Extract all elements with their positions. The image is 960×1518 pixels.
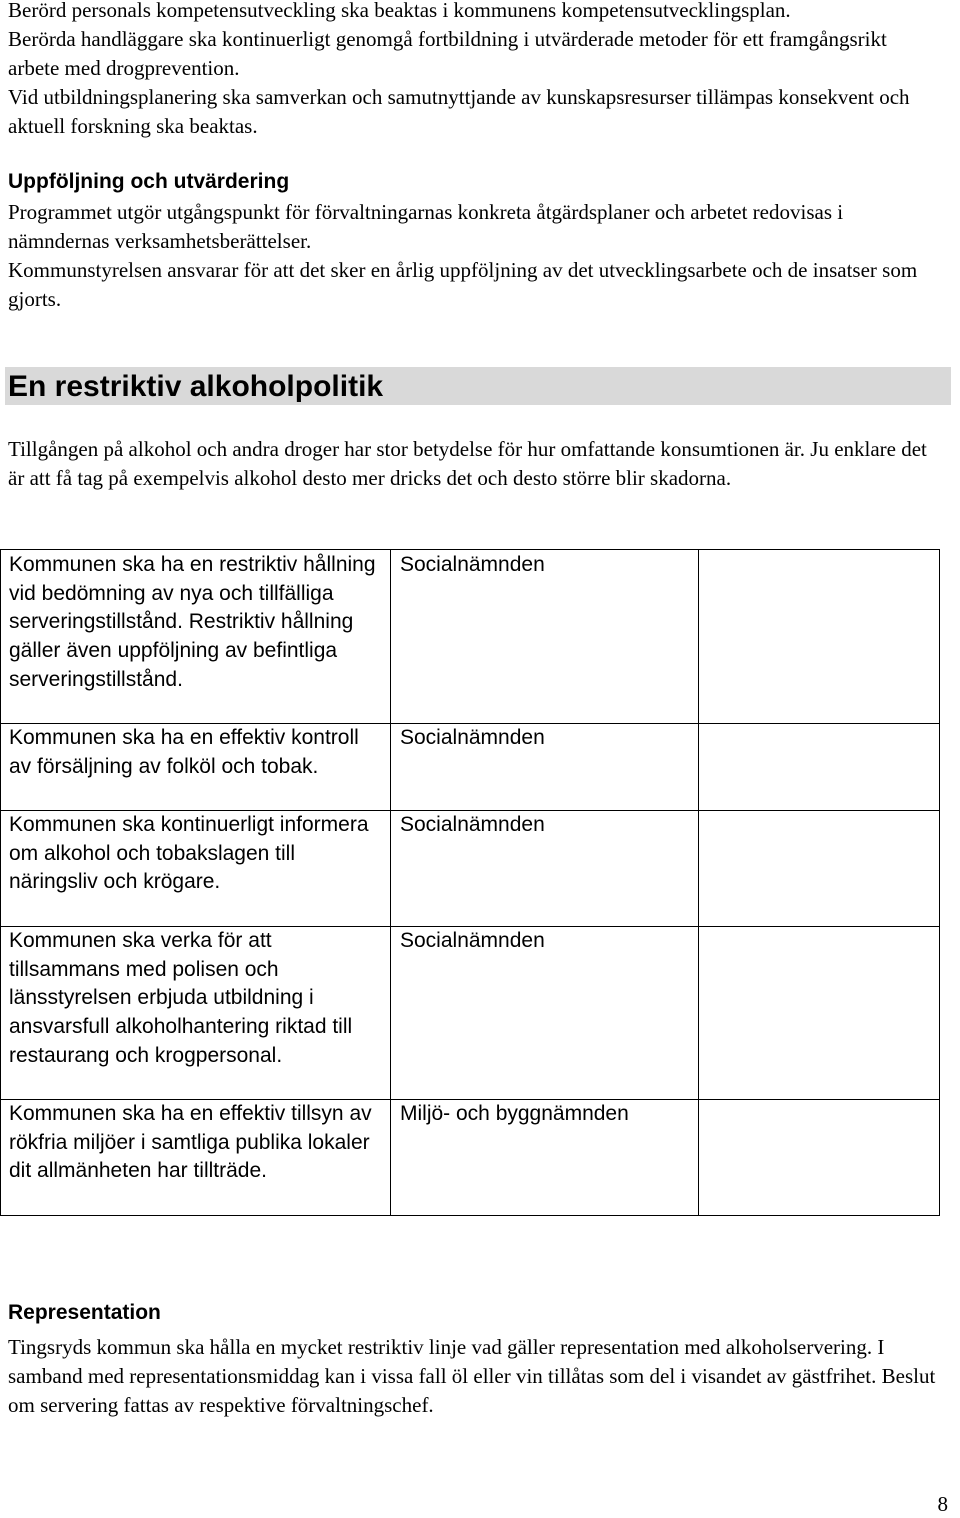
representation-section xyxy=(8,1333,936,1420)
table-row xyxy=(1,1100,940,1216)
measure-cell: Kommunen ska verka för att tillsammans med polisen och länsstyrelsen erbjuda utbildning i ansvarsfull alkoholhantering riktad till restaurang och krogpersonal. xyxy=(1,927,391,1100)
table-row xyxy=(1,927,940,1100)
measure-cell: Kommunen ska ha en effektiv kontroll av försäljning av folköl och tobak. xyxy=(1,724,391,811)
table-row xyxy=(1,724,940,811)
responsible-cell: Socialnämnden xyxy=(391,811,699,927)
page-number: 8 xyxy=(937,1492,948,1516)
followup-paragraph: Kommunstyrelsen ansvarar för att det sker en årlig uppföljning av det utvecklingsarbete och de insatser som gjorts. xyxy=(8,258,918,311)
followup-heading: Uppföljning och utvärdering xyxy=(8,170,290,193)
responsible-cell: Miljö- och byggnämnden xyxy=(391,1100,699,1216)
alcohol-intro-paragraph: Tillgången på alkohol och andra droger har stor betydelse för hur omfattande konsumtionen är. Ju enklare det är att få tag på exempelvis alkohol desto mer dricks det och desto större blir skadorna. xyxy=(8,437,927,490)
note-cell xyxy=(699,550,940,724)
measure-cell: Kommunen ska ha en restriktiv hållning vid bedömning av nya och tillfälliga serveringstillstånd. Restriktiv hållning gäller även uppföljning av befintliga serveringstillstånd. xyxy=(1,550,391,724)
representation-paragraph: Tingsryds kommun ska hålla en mycket restriktiv linje vad gäller representation med alkoholservering. I samband med representationsmiddag kan i vissa fall öl eller vin tillåtas som del i visandet av gästfrihet. Beslut om servering fattas av respektive förvaltningschef. xyxy=(8,1335,936,1417)
alcohol-intro xyxy=(8,435,936,493)
table-row xyxy=(1,550,940,724)
intro-section xyxy=(8,0,936,141)
followup-section xyxy=(8,198,936,314)
intro-paragraph: Berörda handläggare ska kontinuerligt genomgå fortbildning i utvärderade metoder för ett framgångsrikt arbete med drogprevention. xyxy=(8,27,887,80)
responsible-cell: Socialnämnden xyxy=(391,550,699,724)
intro-paragraph: Berörd personals kompetensutveckling ska beaktas i kommunens kompetensutvecklingsplan. xyxy=(8,0,791,22)
representation-heading: Representation xyxy=(8,1301,161,1324)
responsible-cell: Socialnämnden xyxy=(391,927,699,1100)
measure-cell: Kommunen ska kontinuerligt informera om alkohol och tobakslagen till näringsliv och krögare. xyxy=(1,811,391,927)
followup-paragraph: Programmet utgör utgångspunkt för förvaltningarnas konkreta åtgärdsplaner och arbetet redovisas i nämndernas verksamhetsberättelser. xyxy=(8,200,844,253)
note-cell xyxy=(699,724,940,811)
measure-cell: Kommunen ska ha en effektiv tillsyn av rökfria miljöer i samtliga publika lokaler dit allmänheten har tillträde. xyxy=(1,1100,391,1216)
note-cell xyxy=(699,1100,940,1216)
table-row xyxy=(1,811,940,927)
measures-table xyxy=(0,549,940,1216)
note-cell xyxy=(699,811,940,927)
alcohol-policy-heading: En restriktiv alkoholpolitik xyxy=(8,370,384,403)
responsible-cell: Socialnämnden xyxy=(391,724,699,811)
note-cell xyxy=(699,927,940,1100)
intro-paragraph: Vid utbildningsplanering ska samverkan och samutnyttjande av kunskapsresurser tillämpas konsekvent och aktuell forskning ska beaktas. xyxy=(8,85,910,138)
